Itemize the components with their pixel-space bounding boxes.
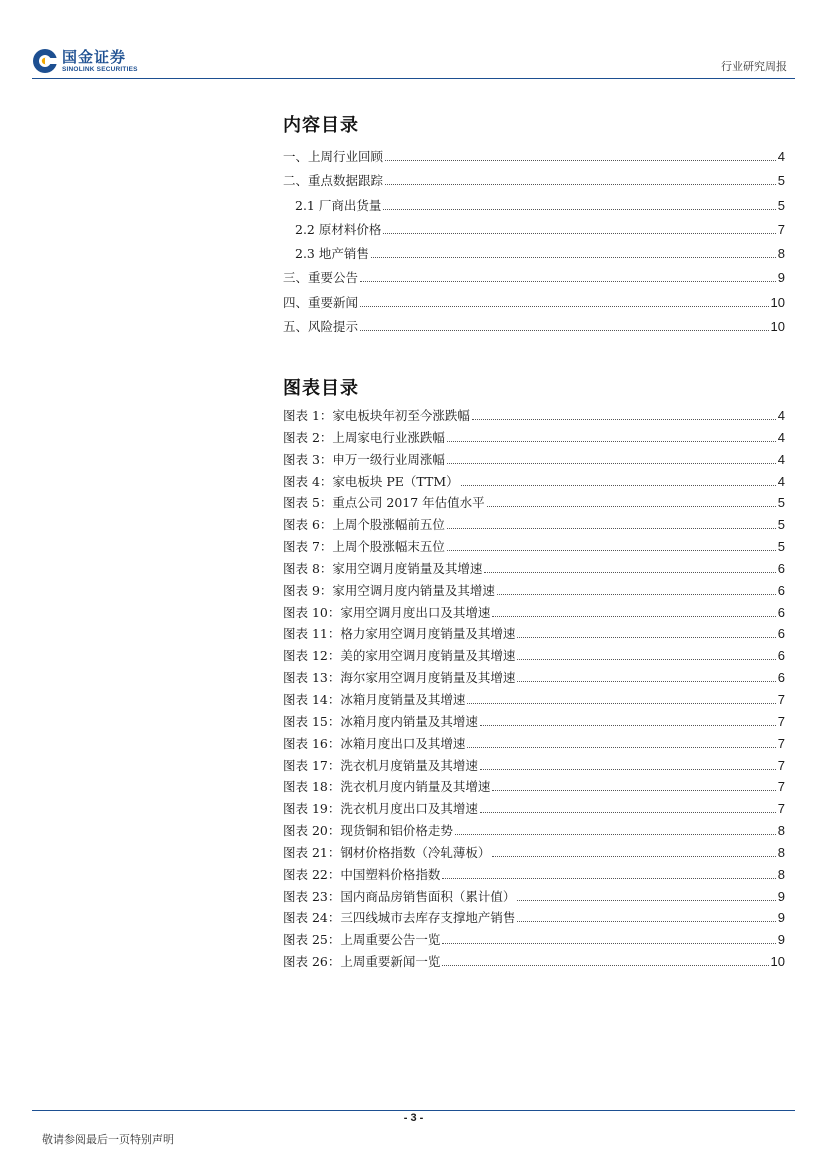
toc-entry[interactable] xyxy=(283,242,785,266)
toc-entry-page: 4 xyxy=(777,451,785,467)
toc-entry-page: 9 xyxy=(777,888,785,904)
toc-entry-label: 图表 1：家电板块年初至今涨跌幅 xyxy=(283,408,470,423)
toc-entry-label: 图表 12：美的家用空调月度销量及其增速 xyxy=(283,648,516,664)
toc-entry-label: 四、重要新闻 xyxy=(283,294,359,310)
toc-entry[interactable] xyxy=(283,218,785,242)
figures-title: 图表目录 xyxy=(283,378,359,399)
toc-entry-page: 6 xyxy=(777,604,785,620)
toc-entry[interactable] xyxy=(283,194,785,218)
toc-entry[interactable] xyxy=(283,689,785,711)
toc-entry[interactable] xyxy=(283,427,785,449)
dot-leader xyxy=(360,306,769,307)
logo-en-text: SINOLINK SECURITIES xyxy=(62,66,138,73)
toc-entry-page: 5 xyxy=(777,173,785,189)
toc-entry-page: 9 xyxy=(777,270,785,286)
toc-entry-label: 2.3 地产销售 xyxy=(295,246,369,262)
footer-disclaimer: 敬请参阅最后一页特别声明 xyxy=(42,1133,174,1146)
toc-entry-page: 7 xyxy=(777,735,785,751)
toc-entry[interactable] xyxy=(283,907,785,929)
dot-leader xyxy=(517,900,775,901)
toc-entry-label: 图表 18：洗衣机月度内销量及其增速 xyxy=(283,779,491,795)
toc-entry-label: 图表 8：家用空调月度销量及其增速 xyxy=(283,560,483,576)
toc-entry-page: 10 xyxy=(770,954,785,970)
page-number: - 3 - xyxy=(403,1112,424,1124)
dot-leader xyxy=(383,209,775,210)
toc-entry-label: 图表 17：洗衣机月度销量及其增速 xyxy=(283,757,478,773)
toc-entry-page: 9 xyxy=(777,910,785,926)
toc-entry-page: 6 xyxy=(777,560,785,576)
toc-entry[interactable] xyxy=(283,536,785,558)
dot-leader xyxy=(517,637,775,638)
toc-entry[interactable] xyxy=(283,315,785,339)
dot-leader xyxy=(497,594,776,595)
toc-entry-page: 10 xyxy=(770,294,785,310)
toc-entry-label: 图表 9：家用空调月度内销量及其增速 xyxy=(283,582,495,598)
toc-entry-label: 图表 22：中国塑料价格指数 xyxy=(283,866,441,882)
toc-entry-page: 8 xyxy=(777,866,785,882)
toc-entry[interactable] xyxy=(283,580,785,602)
dot-leader xyxy=(492,856,775,857)
toc-entry-page: 7 xyxy=(777,713,785,729)
report-type: 行业研究周报 xyxy=(721,60,787,73)
toc-entry-page: 8 xyxy=(777,844,785,860)
dot-leader xyxy=(461,485,776,486)
dot-leader xyxy=(484,572,775,573)
toc-entry-label: 图表 4：家电板块 PE（TTM） xyxy=(283,473,459,489)
toc-entry-page: 4 xyxy=(777,429,785,445)
dot-leader xyxy=(385,160,776,161)
dot-leader xyxy=(383,233,775,234)
toc-entry[interactable] xyxy=(283,776,785,798)
dot-leader xyxy=(492,790,775,791)
toc-entry-label: 图表 13：海尔家用空调月度销量及其增速 xyxy=(283,670,516,686)
dot-leader xyxy=(480,769,776,770)
toc-entry-label: 图表 20：现货铜和铝价格走势 xyxy=(283,823,453,839)
dot-leader xyxy=(472,419,776,420)
toc-entry[interactable] xyxy=(283,169,785,193)
toc-entry[interactable] xyxy=(283,291,785,315)
toc-entry-page: 5 xyxy=(777,197,785,213)
toc-entry-page: 10 xyxy=(770,319,785,335)
toc-entry-label: 图表 11：格力家用空调月度销量及其增速 xyxy=(283,626,516,642)
toc-entry[interactable] xyxy=(283,864,785,886)
toc-entry-label: 图表 5：重点公司 2017 年估值水平 xyxy=(283,495,485,511)
toc-entry-label: 图表 7：上周个股涨幅末五位 xyxy=(283,539,445,555)
dot-leader xyxy=(371,257,776,258)
toc-entry[interactable] xyxy=(283,266,785,290)
toc-title: 内容目录 xyxy=(283,115,359,136)
toc-entry[interactable] xyxy=(283,929,785,951)
toc-entry-label: 图表 26：上周重要新闻一览 xyxy=(283,954,441,970)
toc-entry-label: 图表 6：上周个股涨幅前五位 xyxy=(283,517,445,533)
dot-leader xyxy=(455,834,776,835)
toc-entry-page: 4 xyxy=(777,473,785,489)
toc-entry[interactable] xyxy=(283,514,785,536)
dot-leader xyxy=(492,616,775,617)
toc-entry-page: 6 xyxy=(777,582,785,598)
toc-entry-page: 7 xyxy=(777,801,785,817)
toc-entry-label: 二、重点数据跟踪 xyxy=(283,173,384,189)
toc-entry-label: 图表 16：冰箱月度出口及其增速 xyxy=(283,735,466,751)
toc-entry-label: 图表 24：三四线城市去库存支撑地产销售 xyxy=(283,910,516,926)
toc-entry-page: 4 xyxy=(777,408,785,423)
toc-entry-page: 9 xyxy=(777,932,785,948)
dot-leader xyxy=(517,921,775,922)
toc-entry[interactable] xyxy=(283,886,785,908)
toc-entry[interactable] xyxy=(283,145,785,169)
toc-entry-page: 5 xyxy=(777,495,785,511)
logo-cn-text: 国金证券 xyxy=(62,48,127,66)
toc-entry-page: 7 xyxy=(777,757,785,773)
toc-entry-label: 图表 14：冰箱月度销量及其增速 xyxy=(283,691,466,707)
dot-leader xyxy=(447,463,776,464)
toc-entry-page: 6 xyxy=(777,648,785,664)
toc-entry-label: 三、重要公告 xyxy=(283,270,359,286)
figures-list xyxy=(283,405,785,973)
dot-leader xyxy=(360,281,776,282)
dot-leader xyxy=(447,550,776,551)
toc-entry[interactable] xyxy=(283,645,785,667)
toc-entry-label: 图表 25：上周重要公告一览 xyxy=(283,932,441,948)
toc-entry[interactable] xyxy=(283,558,785,580)
dot-leader xyxy=(517,681,775,682)
toc-entry[interactable] xyxy=(283,449,785,471)
toc-entry-label: 图表 2：上周家电行业涨跌幅 xyxy=(283,429,445,445)
dot-leader xyxy=(447,528,776,529)
footer-divider xyxy=(32,1110,795,1111)
toc-entry[interactable] xyxy=(283,820,785,842)
toc-entry-page: 6 xyxy=(777,670,785,686)
dot-leader xyxy=(480,725,776,726)
toc-entry-label: 图表 19：洗衣机月度出口及其增速 xyxy=(283,801,478,817)
toc-entry[interactable] xyxy=(283,405,785,427)
sinolink-logo-icon xyxy=(32,48,58,74)
toc-entry-label: 五、风险提示 xyxy=(283,319,359,335)
toc-entry[interactable] xyxy=(283,711,785,733)
toc-entry-page: 7 xyxy=(777,691,785,707)
dot-leader xyxy=(442,943,775,944)
dot-leader xyxy=(385,184,776,185)
toc-entry-page: 4 xyxy=(777,149,785,164)
toc-entry-page: 5 xyxy=(777,539,785,555)
dot-leader xyxy=(442,878,775,879)
toc-entry[interactable] xyxy=(283,492,785,514)
toc-entry-label: 图表 23：国内商品房销售面积（累计值） xyxy=(283,888,516,904)
dot-leader xyxy=(442,965,768,966)
toc-entry-label: 图表 3：申万一级行业周涨幅 xyxy=(283,451,445,467)
dot-leader xyxy=(447,441,776,442)
toc-entry-page: 7 xyxy=(777,221,785,237)
toc-list xyxy=(283,145,785,339)
toc-entry-page: 8 xyxy=(777,246,785,262)
dot-leader xyxy=(360,330,769,331)
toc-entry-page: 7 xyxy=(777,779,785,795)
toc-entry-label: 图表 21：钢材价格指数（冷轧薄板） xyxy=(283,844,491,860)
dot-leader xyxy=(467,703,775,704)
toc-entry[interactable] xyxy=(283,755,785,777)
dot-leader xyxy=(487,506,776,507)
toc-entry-label: 2.1 厂商出货量 xyxy=(295,197,382,213)
toc-entry-page: 6 xyxy=(777,626,785,642)
toc-entry-label: 一、上周行业回顾 xyxy=(283,149,384,164)
toc-entry[interactable] xyxy=(283,667,785,689)
toc-entry[interactable] xyxy=(283,951,785,973)
toc-entry[interactable] xyxy=(283,733,785,755)
header-divider xyxy=(32,78,795,79)
toc-entry-label: 图表 10：家用空调月度出口及其增速 xyxy=(283,604,491,620)
toc-entry[interactable] xyxy=(283,471,785,493)
toc-entry[interactable] xyxy=(283,798,785,820)
dot-leader xyxy=(467,747,775,748)
toc-entry-label: 图表 15：冰箱月度内销量及其增速 xyxy=(283,713,478,729)
toc-entry-label: 2.2 原材料价格 xyxy=(295,221,382,237)
toc-entry-page: 5 xyxy=(777,517,785,533)
toc-entry[interactable] xyxy=(283,602,785,624)
toc-entry[interactable] xyxy=(283,842,785,864)
dot-leader xyxy=(517,659,775,660)
toc-entry-page: 8 xyxy=(777,823,785,839)
dot-leader xyxy=(480,812,776,813)
toc-entry[interactable] xyxy=(283,623,785,645)
